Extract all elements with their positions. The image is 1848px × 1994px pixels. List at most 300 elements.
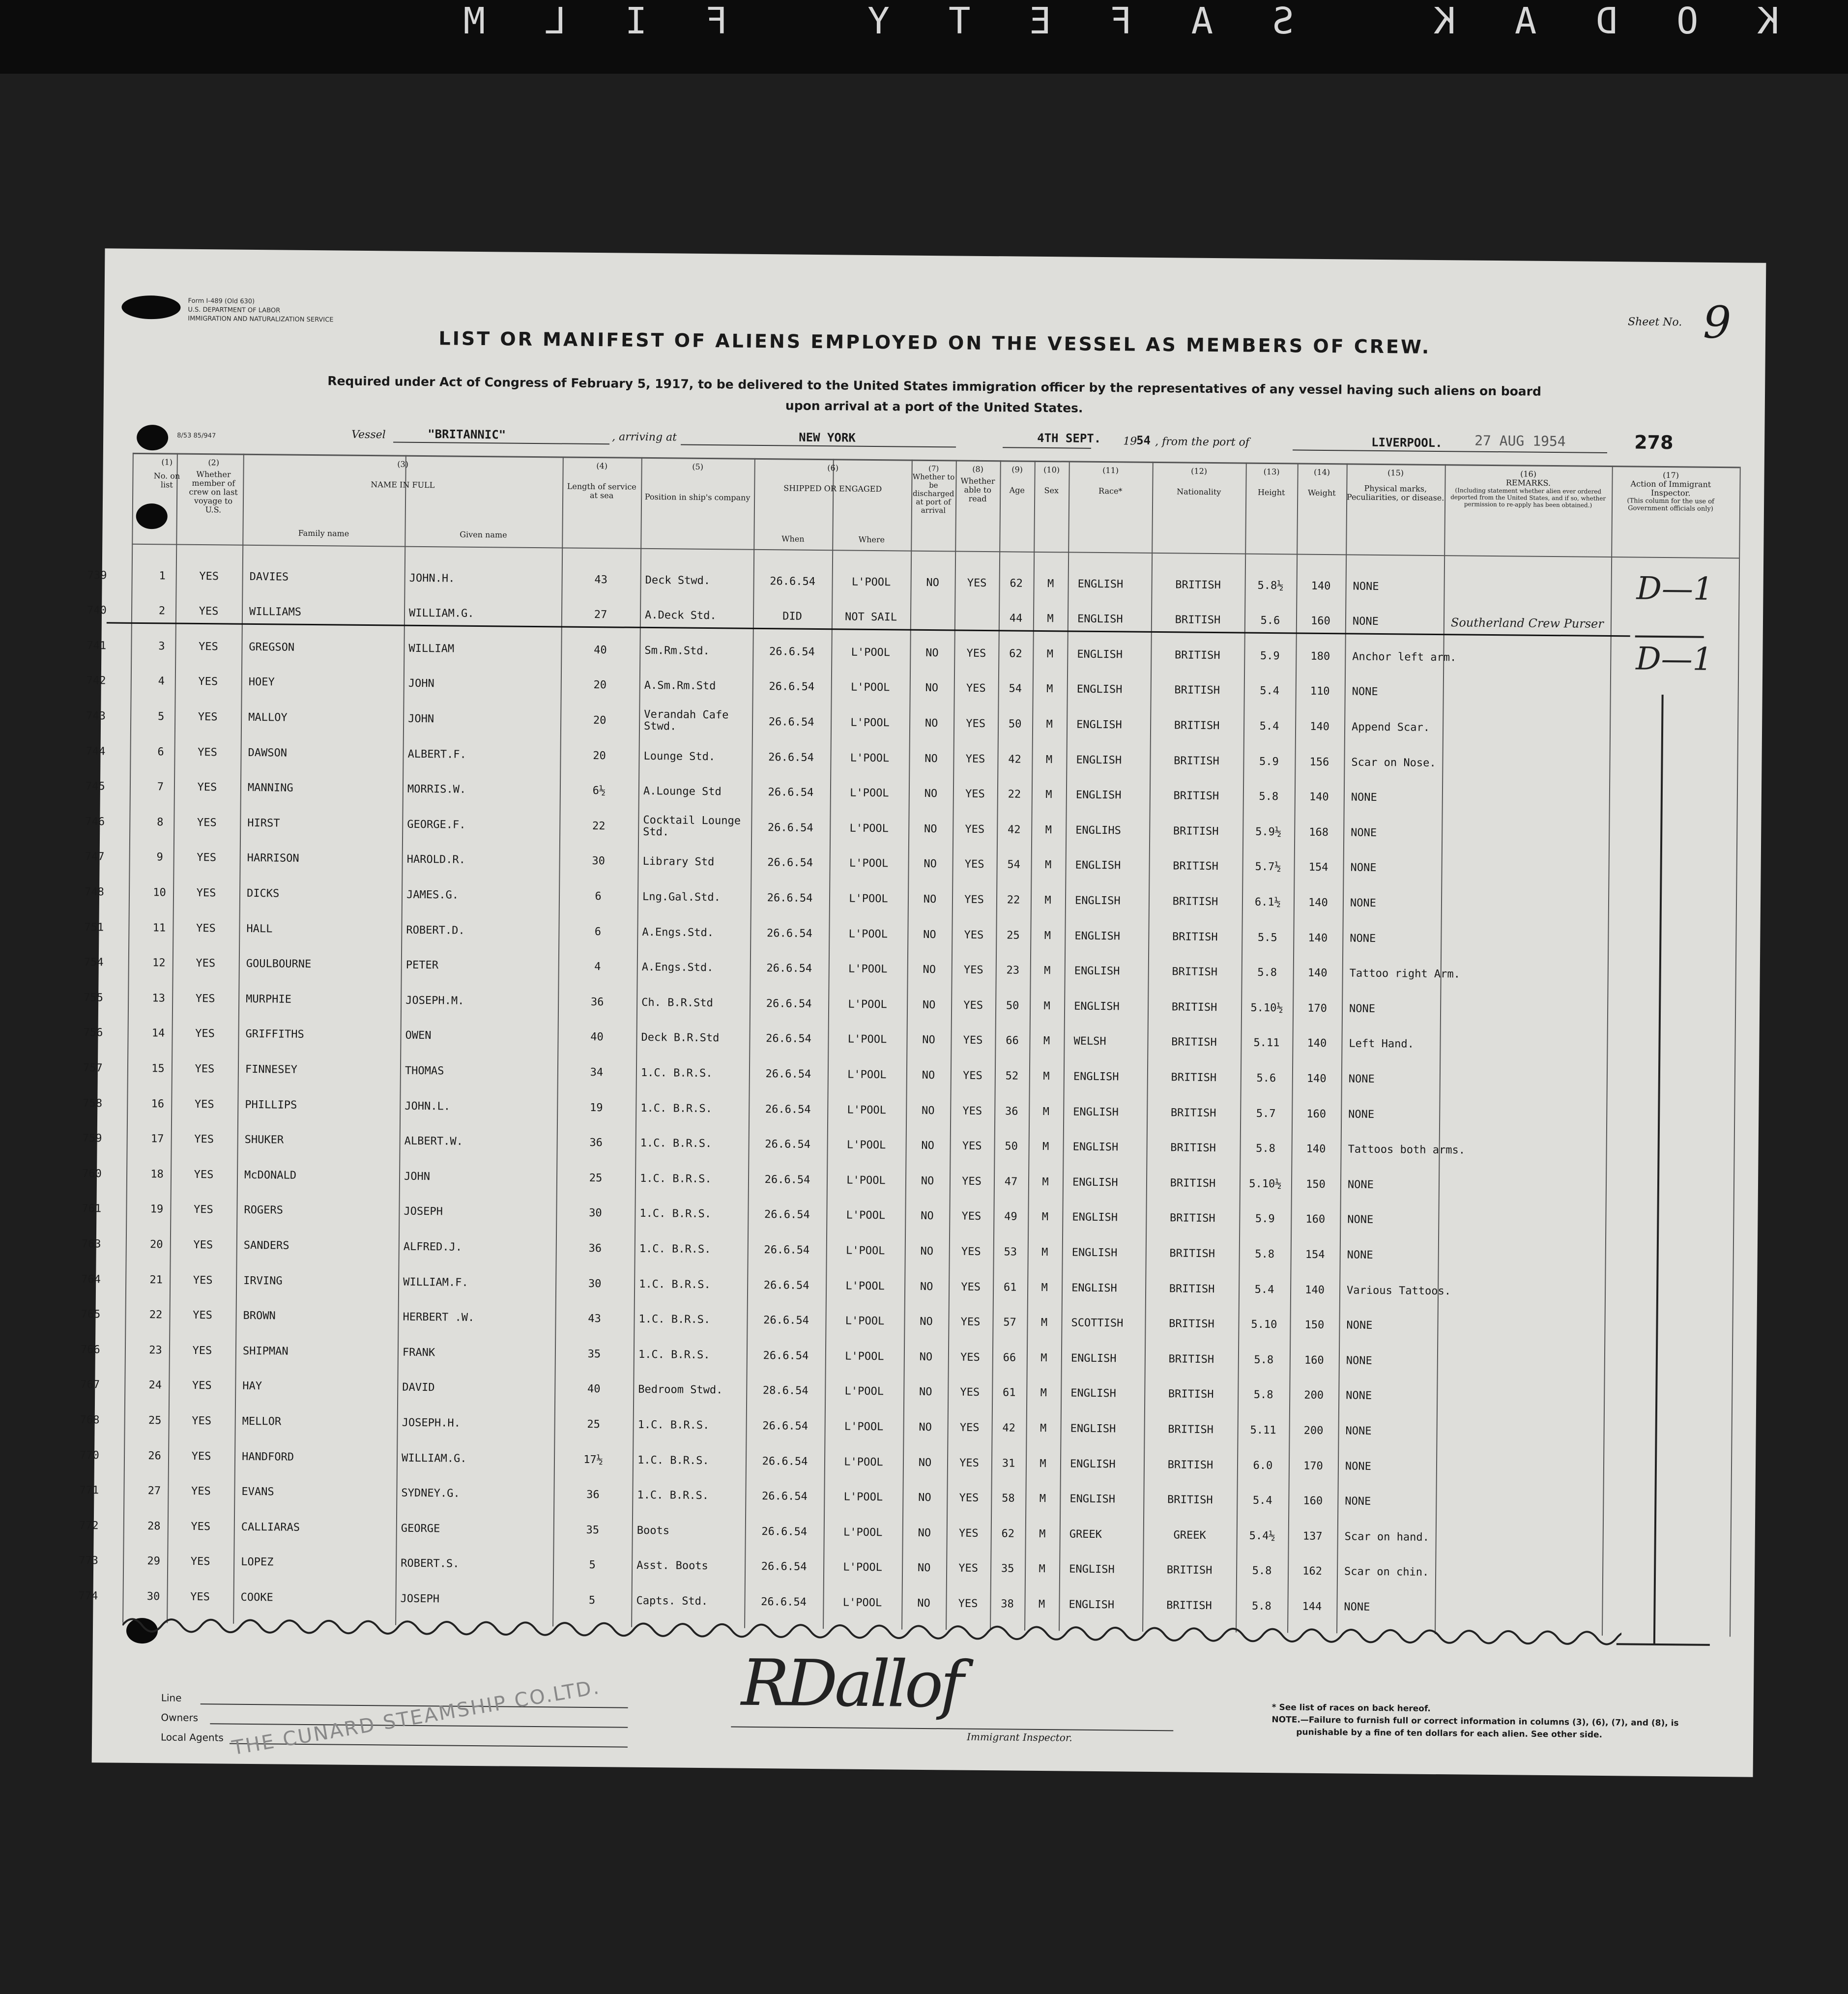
age: 42 [1007, 823, 1021, 836]
nationality: BRITISH [1174, 684, 1220, 697]
shipped-where: L'POOL [849, 822, 889, 835]
row-number: 1 [159, 569, 166, 582]
inspector-action [1610, 1275, 1728, 1311]
given-name: HERBERT .W. [403, 1311, 475, 1324]
col12-number: (12) [1191, 466, 1208, 476]
weight: 180 [1310, 650, 1330, 663]
family-name: IRVING [243, 1274, 283, 1288]
position: Verandah Cafe Stwd. [643, 708, 729, 733]
race: ENGLISH [1076, 718, 1122, 732]
inspector-action [1615, 677, 1733, 712]
col1-number: (1) [161, 457, 173, 467]
able-to-read: YES [964, 893, 984, 906]
able-to-read: YES [960, 1316, 981, 1329]
physical-marks: NONE [1347, 1213, 1374, 1227]
age: 62 [1009, 647, 1022, 660]
subtitle-line-2: upon arrival at a port of the United States. [785, 398, 1083, 415]
physical-marks: NONE [1352, 615, 1379, 628]
row-reference-number: 751 [84, 921, 104, 934]
row-number: 25 [148, 1414, 162, 1427]
inspector-action [1609, 1346, 1728, 1381]
race: ENGLISH [1074, 894, 1121, 908]
age: 53 [1004, 1246, 1017, 1259]
able-to-read: YES [964, 929, 984, 941]
family-name: SHIPMAN [242, 1345, 289, 1358]
family-name: MALLOY [248, 711, 288, 724]
col3-title: NAME IN FULL [371, 480, 435, 490]
family-name: EVANS [241, 1485, 274, 1498]
sex: M [1040, 1351, 1047, 1364]
to-be-discharged: NO [918, 1456, 932, 1469]
col8-title: Whether able to read [960, 476, 995, 503]
weight: 110 [1310, 685, 1330, 698]
shipped-when: 26.6.54 [764, 1243, 810, 1257]
nationality: BRITISH [1170, 1176, 1216, 1190]
able-to-read: YES [963, 1034, 983, 1047]
given-name: JOSEPH.M. [405, 994, 464, 1007]
col7-title: Whether to be discharged at port of arrival [912, 472, 955, 515]
shipped-when: 26.6.54 [763, 1279, 809, 1292]
length-of-service: 19 [589, 1101, 603, 1114]
action-end-line [1617, 1643, 1710, 1646]
family-name: COOKE [240, 1591, 273, 1604]
family-name: PHILLIPS [245, 1098, 297, 1112]
length-of-service: 6½ [592, 785, 606, 797]
shipped-when: 26.6.54 [767, 856, 813, 870]
row-reference-number: 758 [83, 1097, 103, 1110]
age: 44 [1009, 612, 1023, 625]
position: 1.C. B.R.S. [640, 1137, 712, 1150]
nationality: BRITISH [1167, 1458, 1213, 1471]
inspector-action [1607, 1557, 1726, 1592]
shipped-when: 26.6.54 [766, 1032, 811, 1046]
remarks [1445, 1274, 1605, 1310]
weight: 140 [1305, 1284, 1325, 1296]
height: 5.4 [1259, 720, 1279, 733]
row-number: 23 [149, 1344, 162, 1357]
sex: M [1040, 1457, 1046, 1470]
inspector-action [1607, 1592, 1725, 1627]
shipped-when: 26.6.54 [762, 1455, 808, 1468]
col14-number: (14) [1314, 467, 1330, 477]
position: A.Sm.Rm.Std [644, 679, 716, 693]
shipped-when: 26.6.54 [768, 786, 814, 799]
nationality: BRITISH [1173, 790, 1219, 803]
position: Cocktail Lounge Std. [643, 814, 741, 839]
company-stamp: THE CUNARD STEAMSHIP CO.LTD. [230, 1675, 602, 1760]
row-number: 27 [147, 1485, 161, 1497]
age: 62 [1001, 1527, 1015, 1540]
shipped-when: 26.6.54 [761, 1490, 808, 1503]
length-of-service: 20 [593, 679, 607, 692]
nationality: BRITISH [1173, 860, 1219, 873]
col11-title: Race* [1098, 486, 1123, 496]
row-number: 3 [158, 640, 165, 653]
to-be-discharged: NO [922, 1069, 935, 1082]
physical-marks: NONE [1347, 1178, 1374, 1191]
row-reference-number: 748 [84, 885, 104, 899]
family-name: ROGERS [244, 1204, 284, 1217]
sex: M [1040, 1317, 1048, 1329]
given-name: ALBERT.W. [404, 1135, 463, 1148]
shipped-where: L'POOL [850, 716, 890, 730]
position: Bedroom Stwd. [638, 1383, 723, 1397]
age: 58 [1002, 1492, 1015, 1505]
remarks [1444, 1415, 1604, 1451]
col7-header [911, 465, 956, 515]
crew-last-voyage: YES [190, 1590, 210, 1604]
to-be-discharged: NO [917, 1597, 930, 1610]
race: ENGLIHS [1075, 824, 1122, 837]
position: 1.C. B.R.S. [639, 1207, 712, 1221]
position: Deck Stwd. [645, 574, 711, 587]
shipped-when: 26.6.54 [761, 1595, 807, 1609]
shipped-when: 26.6.54 [765, 1103, 811, 1116]
col17-header [1612, 470, 1730, 513]
row-number: 20 [149, 1238, 163, 1251]
date-underline [1003, 447, 1091, 449]
col2-title: Whether member of crew on last voyage to U.S. [189, 469, 238, 515]
crew-last-voyage: YES [198, 710, 218, 724]
family-name: SANDERS [243, 1239, 289, 1252]
shipped-where: L'POOL [851, 646, 891, 659]
age: 61 [1002, 1386, 1016, 1399]
weight: 162 [1302, 1565, 1323, 1578]
length-of-service: 20 [593, 749, 606, 762]
length-of-service: 35 [586, 1524, 600, 1536]
inspector-action [1612, 1064, 1730, 1100]
column-rules [105, 248, 1766, 263]
race: ENGLISH [1072, 1141, 1119, 1154]
weight: 140 [1307, 1037, 1327, 1050]
shipped-where: L'POOL [843, 1526, 883, 1539]
sex: M [1047, 577, 1054, 590]
sex: M [1042, 1141, 1049, 1153]
weight: 140 [1308, 896, 1328, 909]
col12-header [1152, 467, 1246, 497]
inspector-action [1608, 1416, 1727, 1451]
height: 5.11 [1253, 1037, 1280, 1050]
received-date-stamp: 27 AUG 1954 [1474, 432, 1566, 450]
able-to-read: YES [961, 1245, 981, 1258]
shipped-when: 26.6.54 [766, 927, 812, 940]
arriving-port: NEW YORK [799, 430, 856, 445]
to-be-discharged: NO [924, 858, 937, 871]
row-number: 7 [157, 781, 164, 793]
race: ENGLISH [1071, 1246, 1118, 1260]
row-reference-number: 774 [78, 1589, 98, 1603]
physical-marks: NONE [1345, 1460, 1372, 1473]
inspector-action [1611, 1135, 1729, 1170]
shipped-when: 26.6.54 [766, 962, 812, 975]
given-name: JOSEPH [400, 1592, 440, 1606]
race: ENGLISH [1069, 1493, 1116, 1506]
row-number: 12 [152, 957, 166, 969]
family-name: CALLIARAS [241, 1521, 300, 1534]
to-be-discharged: NO [920, 1245, 934, 1258]
row-number: 14 [151, 1027, 165, 1040]
shipped-where: L'POOL [851, 576, 891, 588]
row-number: 4 [158, 675, 165, 688]
crew-last-voyage: YES [198, 746, 218, 759]
height: 5.8 [1253, 1389, 1273, 1402]
shipped-where: L'POOL [847, 1068, 887, 1082]
crew-last-voyage: YES [199, 570, 219, 583]
shipped-where: L'POOL [844, 1456, 883, 1468]
race: ENGLISH [1070, 1352, 1117, 1365]
position: 1.C. B.R.S. [638, 1348, 710, 1361]
row-reference-number: 740 [87, 604, 107, 617]
physical-marks: NONE [1348, 1073, 1375, 1085]
length-of-service: 27 [594, 609, 607, 621]
able-to-read: YES [962, 1140, 982, 1153]
given-name: ALBERT.F. [407, 748, 466, 761]
height: 5.8 [1259, 790, 1279, 803]
height: 5.10½ [1250, 1001, 1283, 1014]
race: ENGLISH [1076, 683, 1123, 696]
age: 57 [1003, 1316, 1016, 1329]
weight: 170 [1307, 1002, 1328, 1015]
physical-marks: NONE [1352, 685, 1378, 699]
col2-header [186, 458, 241, 515]
age: 61 [1003, 1281, 1017, 1294]
length-of-service: 40 [590, 1031, 604, 1044]
col13-header [1245, 468, 1298, 498]
family-name: McDONALD [244, 1169, 297, 1182]
physical-marks: NONE [1344, 1601, 1370, 1613]
sex: M [1045, 789, 1052, 801]
crew-last-voyage: YES [192, 1379, 212, 1392]
col17-note: (This column for the use of Government officials only) [1627, 497, 1714, 513]
position: Ch. B.R.Std [641, 996, 713, 1009]
remarks [1450, 711, 1610, 747]
shipped-where: L'POOL [844, 1385, 884, 1398]
family-name: SHUKER [244, 1133, 284, 1146]
form-service: IMMIGRATION AND NATURALIZATION SERVICE [188, 315, 334, 324]
inspector-action [1609, 1381, 1727, 1416]
col16-title: REMARKS. [1505, 478, 1551, 488]
given-name: GEORGE [401, 1522, 440, 1535]
race: SCOTTISH [1071, 1317, 1124, 1330]
position: A.Deck Std. [644, 609, 717, 622]
sex: M [1042, 1175, 1049, 1188]
sex: M [1043, 1070, 1050, 1083]
able-to-read: YES [966, 647, 986, 660]
shipped-where: L'POOL [844, 1420, 884, 1434]
height: 6.0 [1253, 1459, 1273, 1472]
able-to-read: YES [965, 823, 985, 836]
nationality: BRITISH [1169, 1212, 1215, 1225]
length-of-service: 30 [588, 1277, 602, 1290]
position: Library Std [642, 855, 715, 869]
able-to-read: YES [965, 753, 985, 765]
inspector-action [1611, 1099, 1730, 1135]
age: 50 [1005, 1140, 1018, 1153]
inspector-action [1613, 923, 1731, 959]
crew-last-voyage: YES [195, 1027, 215, 1040]
nationality: BRITISH [1169, 1282, 1215, 1295]
able-to-read: YES [958, 1597, 978, 1610]
age: 66 [1006, 1034, 1019, 1047]
remarks [1443, 1555, 1603, 1591]
remarks [1449, 746, 1610, 782]
race: ENGLISH [1075, 789, 1122, 802]
given-name: OWEN [405, 1029, 432, 1042]
form-code: 8/53 85/947 [177, 432, 216, 440]
weight: 170 [1303, 1460, 1323, 1472]
shipped-where: L'POOL [847, 1033, 887, 1046]
shipped-when: 26.6.54 [765, 1138, 811, 1151]
race: ENGLISH [1073, 1106, 1119, 1118]
length-of-service: 20 [593, 714, 606, 727]
weight: 150 [1306, 1178, 1326, 1191]
position: 1.C. B.R.S. [639, 1172, 712, 1185]
sex: M [1041, 1211, 1049, 1224]
shipped-where: L'POOL [849, 857, 889, 870]
physical-marks: NONE [1345, 1425, 1372, 1437]
row-reference-number: 765 [81, 1308, 101, 1321]
able-to-read: YES [958, 1527, 979, 1540]
shipped-where: L'POOL [845, 1280, 885, 1292]
col6a-header: When [781, 534, 805, 544]
crew-last-voyage: YES [192, 1414, 212, 1428]
shipped-when: 26.6.54 [761, 1560, 807, 1574]
given-name: GEORGE.F. [407, 818, 466, 831]
given-name: JOHN [408, 712, 434, 726]
height: 5.8 [1255, 1248, 1275, 1261]
col3a-header: Family name [298, 528, 349, 538]
sex: M [1039, 1563, 1045, 1576]
race: ENGLISH [1077, 578, 1124, 590]
arrival-year: 54 [1136, 433, 1151, 447]
weight: 140 [1308, 932, 1328, 944]
shipped-when: 28.6.54 [762, 1384, 808, 1398]
family-name: DICKS [246, 887, 280, 900]
row-number: 24 [148, 1379, 162, 1392]
height: 5.9½ [1255, 825, 1282, 838]
to-be-discharged: NO [919, 1350, 933, 1363]
position: 1.C. B.R.S. [637, 1454, 709, 1467]
shipped-when: 26.6.54 [767, 892, 813, 905]
inspector-action [1612, 959, 1731, 994]
subtitle-line-1: Required under Act of Congress of February 5, 1917, to be delivered to the United States immigration officer by the representatives of any vessel having such aliens on board [327, 374, 1542, 399]
col3b-header: Given name [460, 529, 507, 540]
physical-marks: NONE [1345, 1495, 1371, 1508]
physical-marks: NONE [1353, 580, 1379, 593]
inspector-action: D—1 [1636, 570, 1713, 608]
able-to-read: YES [967, 577, 987, 589]
race: ENGLISH [1069, 1458, 1116, 1470]
shipped-where: L'POOL [848, 928, 888, 940]
col9-number: (9) [1011, 465, 1023, 474]
row-reference-number: 741 [87, 639, 107, 652]
position: A.Engs.Std. [641, 961, 714, 974]
nationality: BRITISH [1172, 930, 1218, 943]
family-name: BROWN [243, 1309, 276, 1322]
inspector-action [1610, 1240, 1728, 1276]
crew-last-voyage: YES [191, 1485, 211, 1498]
remarks [1449, 781, 1610, 817]
race: ENGLISH [1072, 1176, 1118, 1189]
given-name: WILLIAM.G. [408, 607, 474, 620]
row-reference-number: 755 [84, 991, 104, 1004]
given-name: DAVID [402, 1381, 435, 1394]
crew-last-voyage: YES [194, 1098, 214, 1111]
remarks [1444, 1450, 1604, 1486]
sex: M [1041, 1246, 1048, 1259]
remarks [1447, 1063, 1607, 1099]
to-be-discharged: NO [923, 893, 937, 906]
col10-title: Sex [1044, 486, 1059, 496]
shipped-where: L'POOL [845, 1315, 885, 1328]
shipped-where: L'POOL [850, 787, 889, 800]
col3-number: (3) [397, 459, 409, 469]
crew-last-voyage: YES [195, 1062, 215, 1076]
row-number: 6 [157, 745, 164, 758]
sex: M [1044, 929, 1051, 942]
able-to-read: YES [962, 1069, 982, 1082]
col17-number: (17) [1663, 470, 1679, 480]
year-prefix: 19 [1123, 435, 1137, 448]
sex: M [1043, 999, 1050, 1012]
age: 38 [1001, 1598, 1014, 1611]
physical-marks: NONE [1350, 861, 1377, 875]
weight: 160 [1305, 1213, 1326, 1226]
sex: M [1040, 1422, 1047, 1435]
to-be-discharged: NO [919, 1421, 932, 1434]
nationality: BRITISH [1170, 1142, 1216, 1155]
row-number: 28 [147, 1520, 161, 1533]
row-reference-number: 757 [83, 1061, 103, 1075]
inspector-action [1611, 1170, 1729, 1205]
row-number: 22 [149, 1309, 163, 1321]
sex: M [1042, 1105, 1049, 1118]
shipped-where: L'POOL [849, 892, 888, 906]
shipped-where: L'POOL [850, 752, 890, 764]
form-department: U.S. DEPARTMENT OF LABOR [188, 306, 281, 315]
inspector-action [1613, 888, 1732, 924]
position: Capts. Std. [636, 1594, 708, 1608]
race: ENGLISH [1074, 965, 1120, 978]
physical-marks: NONE [1347, 1249, 1373, 1261]
physical-marks: Tattoos both arms. [1348, 1143, 1466, 1157]
shipped-where: L'POOL [843, 1491, 883, 1504]
remarks [1445, 1203, 1606, 1239]
shipped-when: 26.6.54 [767, 821, 813, 834]
weight: 200 [1304, 1389, 1324, 1402]
shipped-when: 26.6.54 [769, 680, 815, 694]
length-of-service: 40 [594, 644, 607, 656]
able-to-read: YES [958, 1562, 979, 1575]
given-name: WILLIAM.F. [403, 1276, 468, 1289]
race: ENGLISH [1071, 1282, 1117, 1294]
weight: 156 [1309, 756, 1329, 768]
row-reference-number: 743 [86, 709, 106, 723]
film-edge-text: KODAK SAFETY FILM [404, 0, 1779, 42]
col4-number: (4) [596, 461, 608, 471]
given-name: WILLIAM.G. [401, 1452, 467, 1465]
col9-header [1000, 465, 1035, 495]
row-reference-number: 756 [83, 1026, 103, 1039]
weight: 137 [1302, 1530, 1323, 1543]
line-label: Line [161, 1692, 182, 1704]
shipped-where: L'POOL [846, 1174, 886, 1187]
able-to-read: YES [959, 1421, 980, 1434]
age: 49 [1004, 1210, 1017, 1223]
vessel-label: Vessel [351, 428, 386, 441]
nationality: BRITISH [1166, 1564, 1213, 1577]
family-name: DAVIES [249, 570, 289, 584]
